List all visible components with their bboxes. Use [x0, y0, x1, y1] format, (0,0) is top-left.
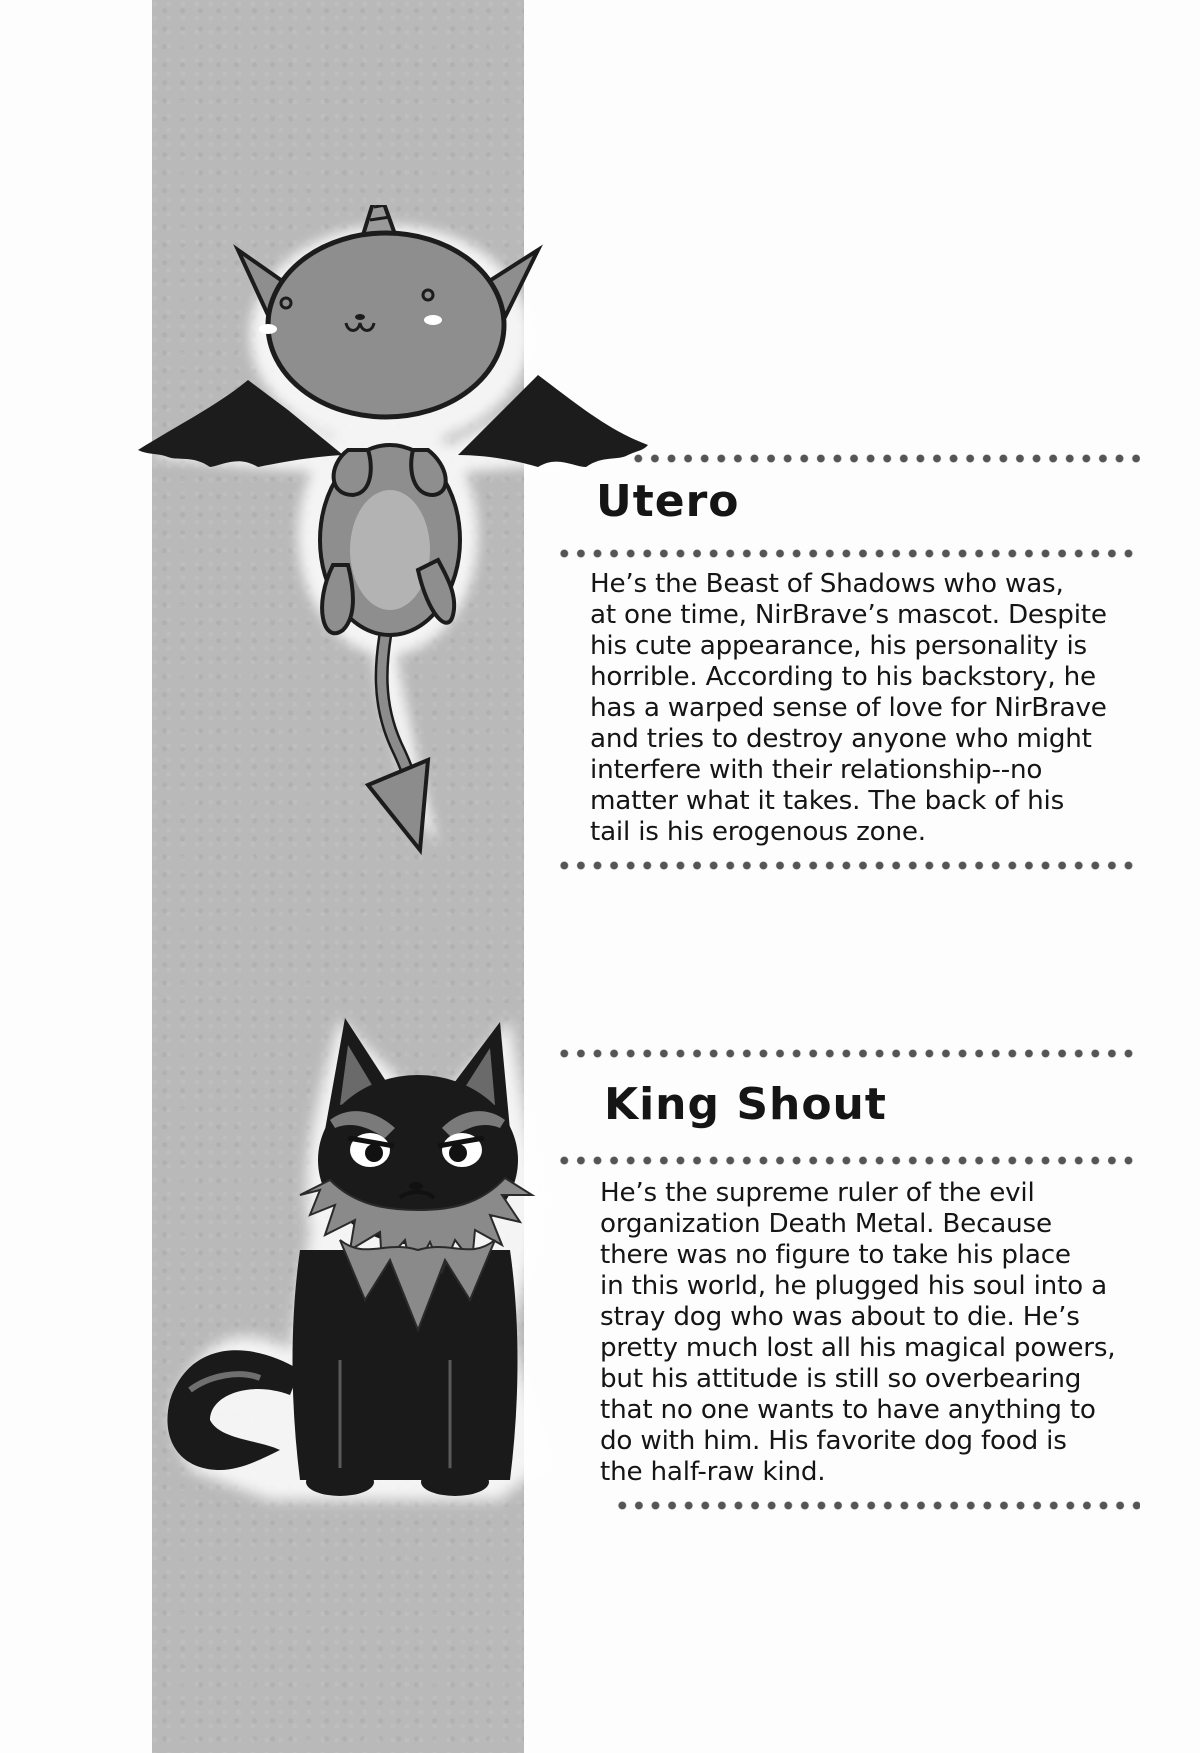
utero-profile: [556, 453, 1140, 871]
character-name: King Shout: [604, 1079, 887, 1130]
character-description: He’s the supreme ruler of the evil organization Death Metal. Because there was no figure to take his place in this world, he plugged his soul into a stray dog who was about to die. He’s pretty much lost all his magical powers, but his attitude is still so overbearing that no one wants to have anything to do with him. His favorite dog food is the half-raw kind.: [600, 1178, 1116, 1487]
dotted-divider: [556, 1048, 1140, 1059]
dotted-divider: [556, 548, 1140, 559]
dotted-divider: [556, 1155, 1140, 1166]
king-shout-illustration: [150, 1000, 610, 1520]
dotted-divider: [556, 860, 1140, 871]
dotted-divider: [630, 453, 1140, 464]
dotted-divider: [614, 1500, 1140, 1511]
character-name: Utero: [596, 476, 740, 527]
character-description: He’s the Beast of Shadows who was, at one time, NirBrave’s mascot. Despite his cute appearance, his personality is horrible. According to his backstory, he has a warped sense of love for NirBrave and tries to destroy anyone who might interfere with their relationship--no matter what it takes. The back of his tail is his erogenous zone.: [590, 569, 1107, 847]
king-shout-profile: [556, 1048, 1140, 1511]
